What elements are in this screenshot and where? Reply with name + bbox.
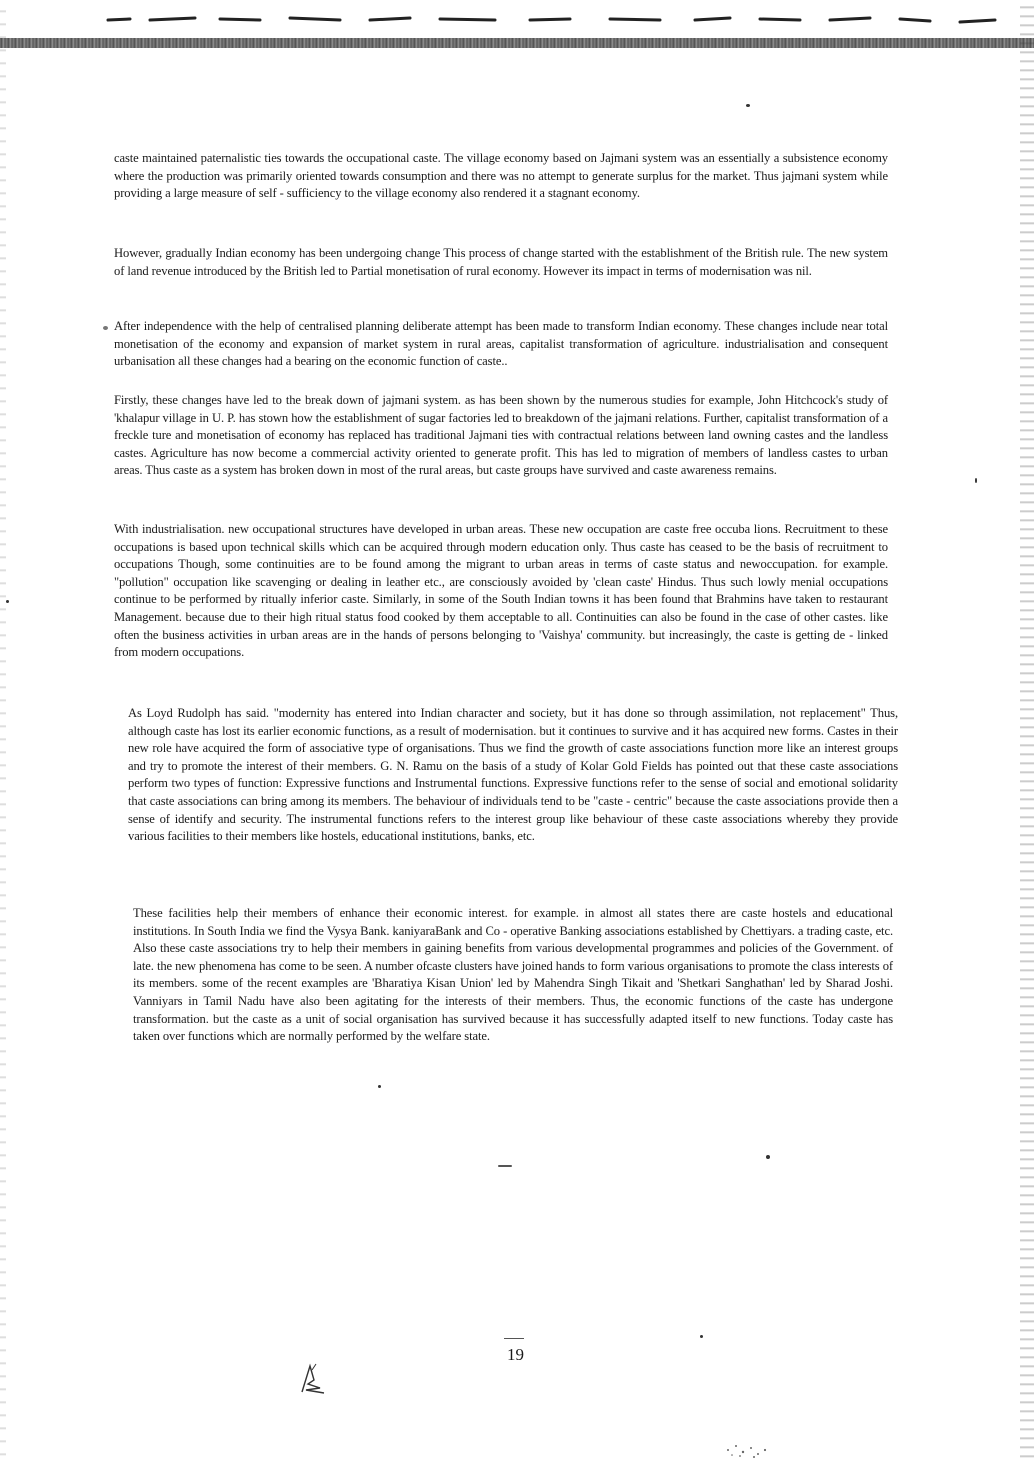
paragraph-industrialisation: With industrialisation. new occupational structures have developed in urban areas. These new occupation are caste free occuba lions. Recruitment to these occupations is based upon technical skills which can be acquired through modern education only. Thus caste has ceased to be the basis of recruitment to occupations Though, some continuities are to be found among the migrant to urban areas in terms of caste status and newoccupation. for example. "pollution" occupation like scavenging or dealing in leather etc., are consciously avoided by 'clean caste' Hindus. Thus such lowly menial occupations continue to be performed by ritually inferior caste. Similarly, in some of the South Indian towns it has been found that Brahmins have taken to restaurant Management. because due to their high ritual status food cooked by them acceptable to all. Continuities can also be found in the case of other castes. like often the business activities in urban areas are in the hands of persons belonging to 'Vaishya' community. but increasingly, the caste is getting de - linked from modern occupations.	[114, 522, 888, 660]
paragraph-jajmani-economy: caste maintained paternalistic ties towards the occupational caste. The village economy based on Jajmani system was an essentially a subsistence economy where the production was primarily oriented towards consumption and there was no attempt to generate surplus for the market. Thus jajmani system while providing a large measure of self - sufficiency to the village economy also rendered it a stagnant economy.	[114, 151, 888, 201]
scan-left-edge	[0, 0, 6, 1463]
page-number: 19	[507, 1345, 524, 1364]
paragraph-economic-interest: These facilities help their members of enhance their economic interest. for example. in almost all states there are caste hostels and educational institutions. In South India we find the Vysya Bank. kaniyaraBank and Co - operative Banking associations established by Chettiyars. a trading caste, etc. Also these caste associations try to help their members in gaining benefits from various developmental programmes and policies of the Government. of late. the new phenomena has come to be seen. A number ofcaste clusters have joined hands to form various organisations to promote the class interests of its members. some of the recent examples are 'Bharatiya Kisan Union' led by Mahendra Singh Tikait and 'Shetkari Sanghathan' led by Sharad Joshi. Vanniyars in Tamil Nadu have also been agitating for the interests of their members. Thus, the economic functions of the caste has undergone transformation. but the caste as a unit of social organisation has survived because it has successfully adapted itself to new functions. Today caste has taken over functions which are normally performed by the welfare state.	[133, 906, 893, 1044]
speck	[378, 1085, 381, 1088]
page-number-rule	[504, 1338, 524, 1339]
speck	[498, 1165, 512, 1167]
speck	[746, 104, 750, 107]
speck	[975, 478, 977, 483]
pen-scribble	[298, 1360, 328, 1396]
scan-right-edge	[1020, 0, 1034, 1463]
scan-noise	[718, 1420, 778, 1460]
paragraph-breakdown-jajmani: Firstly, these changes have led to the break down of jajmani system. as has been shown by the numerous studies for example, John Hitchcock's study of 'khalapur village in U. P. has stown how the establishment of sugar factories led to breakdown of the jajmani relations. Further, capitalist transformation of a freckle ture and monetisation of economy has replaced has traditional Jajmani ties with contractual relations between land owning castes and the landless castes. Agriculture has now become a commercial activity oriented to generate profit. This has led to migration of members of landless castes to urban areas. Thus caste as a system has broken down in most of the rural areas, but caste groups have survived and caste awareness remains.	[114, 393, 888, 478]
scan-band	[0, 38, 1034, 48]
paragraph-british-rule: However, gradually Indian economy has been undergoing change This process of change started with the establishment of the British rule. The new system of land revenue introduced by the British led to Partial monetisation of rural economy. However its impact in terms of modernisation was nil.	[114, 246, 888, 278]
speck	[103, 326, 108, 330]
paragraph-after-independence: After independence with the help of centralised planning deliberate attempt has been made to transform Indian economy. These changes include near total monetisation of the economy and expansion of market system in rural areas, capitalist transformation of agriculture. industrialisation and consequent urbanisation all these changes had a bearing on the economic function of caste..	[114, 319, 888, 369]
speck	[766, 1155, 770, 1159]
speck	[700, 1335, 703, 1338]
paragraph-caste-associations: As Loyd Rudolph has said. "modernity has entered into Indian character and society, but it has done so through assimilation, not replacement" Thus, although caste has lost its earlier economic functions, as a result of modernisation. but it continues to survive and it has acquired new forms. Castes in their new role have acquired the form of associative type of organisations. Thus we find the growth of caste associations function more like an interest groups and try to promote the interest of their members. G. N. Ramu on the basis of a study of Kolar Gold Fields has pointed out that these caste associations perform two types of function: Expressive functions and Instrumental functions. Expressive functions refer to the sense of social and emotional solidarity that caste associations can bring among its members. The behaviour of individuals tend to be "caste - centric" because the caste associations provide then a sense of identify and security. The instrumental functions refers to the interest group like behaviour of these caste associations whereby they provide various facilities to their members like hostels, educational institutions, banks, etc.	[128, 706, 898, 844]
speck	[6, 600, 9, 603]
scan-top-dashes	[100, 14, 1000, 28]
